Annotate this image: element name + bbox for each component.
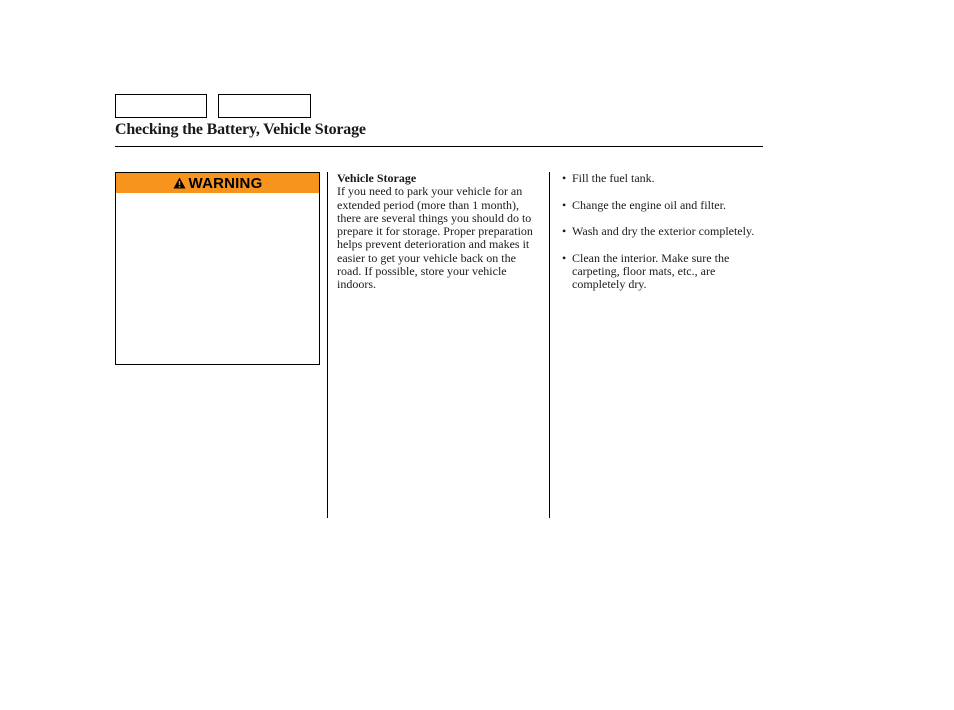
list-item: [562, 199, 762, 212]
bullet: •: [562, 171, 567, 185]
bullet: •: [562, 224, 567, 239]
list-item-text: Change the engine oil and filter.: [572, 197, 726, 212]
title-divider: [115, 146, 763, 147]
warning-header: [116, 173, 319, 193]
nav-button-main-menu[interactable]: [115, 94, 207, 118]
column-divider: [549, 172, 550, 518]
storage-checklist: [562, 172, 762, 305]
warning-box: [115, 172, 320, 365]
page-title: Checking the Battery, Vehicle Storage: [115, 121, 366, 138]
section-body: If you need to park your vehicle for an extended period (more than 1 month), there are several things you should do to prepare it for storage. Proper preparation helps prevent deterioration and makes it easier to get your vehicle back on the road. If possible, store your vehicle indoors.: [337, 184, 533, 292]
section-heading: Vehicle Storage: [337, 171, 417, 185]
list-item-text: Clean the interior. Make sure the carpeting, floor mats, etc., are completely dry.: [572, 250, 730, 292]
bullet: •: [562, 197, 567, 212]
list-item: [562, 172, 762, 185]
bullet: •: [562, 250, 567, 265]
list-item: [562, 252, 762, 292]
list-item-text: Fill the fuel tank.: [572, 171, 655, 185]
vehicle-storage-section: [337, 172, 543, 292]
warning-triangle-icon: [173, 177, 186, 189]
list-item: [562, 225, 762, 238]
column-divider: [327, 172, 328, 518]
warning-label: WARNING: [188, 174, 263, 192]
list-item-text: Wash and dry the exterior completely.: [572, 224, 755, 239]
nav-button-index[interactable]: [218, 94, 311, 118]
